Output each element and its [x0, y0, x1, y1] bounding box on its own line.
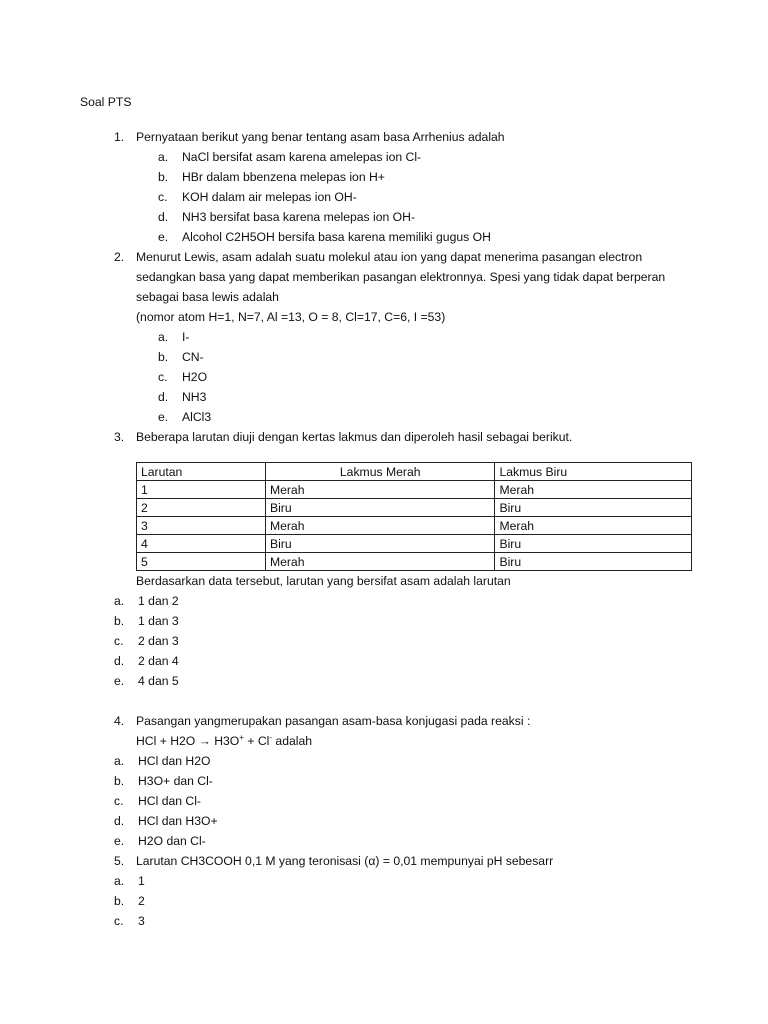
option-letter: b.	[114, 614, 125, 628]
option-text: KOH dalam air melepas ion OH-	[182, 190, 357, 204]
table-cell: Merah	[495, 517, 692, 535]
question-number: 1.	[114, 130, 125, 144]
charge-superscript: -	[269, 732, 273, 742]
option-text: AlCl3	[182, 410, 212, 424]
option-e	[158, 227, 734, 247]
options-list	[158, 147, 734, 247]
option-b	[114, 891, 734, 911]
option-b	[158, 347, 734, 367]
option-text: NaCl bersifat asam karena amelepas ion Cl-	[182, 150, 422, 164]
table-cell: Biru	[265, 535, 495, 553]
reaction-mid: + Cl	[243, 734, 270, 748]
question-text: Beberapa larutan diuji dengan kertas lakmus dan diperoleh hasil sebagai berikut.	[136, 430, 573, 444]
table-row	[137, 535, 692, 553]
table-cell: Biru	[495, 499, 692, 517]
option-d	[114, 651, 734, 671]
question-followup: Berdasarkan data tersebut, larutan yang bersifat asam adalah larutan	[136, 574, 511, 588]
option-text: HCl dan H2O	[138, 754, 211, 768]
option-text: 2	[138, 894, 145, 908]
option-e	[158, 407, 734, 427]
option-letter: c.	[158, 190, 168, 204]
option-letter: d.	[114, 814, 125, 828]
question-5	[114, 851, 734, 871]
question-number: 3.	[114, 430, 125, 444]
option-letter: e.	[114, 674, 125, 688]
table-cell: Biru	[265, 499, 495, 517]
option-text: 1 dan 3	[138, 614, 179, 628]
reaction-equation	[136, 731, 734, 751]
option-letter: d.	[158, 390, 169, 404]
option-letter: a.	[158, 150, 169, 164]
question-text-line: sedangkan basa yang dapat memberikan pasangan elektronnya. Spesi yang tidak dapat berperan	[136, 270, 666, 284]
option-c	[114, 631, 734, 651]
option-a	[114, 871, 734, 891]
option-d	[114, 811, 734, 831]
table-cell: Merah	[495, 481, 692, 499]
option-text: 4 dan 5	[138, 674, 179, 688]
option-letter: b.	[158, 170, 169, 184]
spacer	[114, 691, 734, 711]
option-letter: d.	[158, 210, 169, 224]
table-header-row	[137, 463, 692, 481]
options-list	[114, 591, 734, 691]
option-text: 3	[138, 914, 145, 928]
option-letter: a.	[114, 874, 125, 888]
table-cell: Biru	[495, 535, 692, 553]
options-list	[158, 327, 734, 427]
litmus-table	[136, 462, 692, 571]
question-number: 5.	[114, 854, 125, 868]
option-text: CN-	[182, 350, 204, 364]
question-text-line: sebagai basa lewis adalah	[136, 290, 279, 304]
table-cell: 4	[137, 535, 266, 553]
options-list	[114, 751, 734, 851]
option-b	[114, 771, 734, 791]
option-letter: c.	[114, 794, 124, 808]
option-text: H2O dan Cl-	[138, 834, 206, 848]
question-text: Pasangan yangmerupakan pasangan asam-basa konjugasi pada reaksi :	[136, 714, 531, 728]
option-e	[114, 671, 734, 691]
question-1	[114, 127, 734, 247]
option-letter: b.	[114, 774, 125, 788]
option-text: H2O	[182, 370, 208, 384]
option-text: 2 dan 3	[138, 634, 179, 648]
document-title: Soal PTS	[80, 95, 132, 109]
option-text: H3O+ dan Cl-	[138, 774, 213, 788]
option-a	[114, 591, 734, 611]
option-letter: e.	[114, 834, 125, 848]
charge-superscript: +	[239, 732, 244, 742]
question-list	[114, 127, 734, 931]
question-note: (nomor atom H=1, N=7, Al =13, O = 8, Cl=17, C=6, I =53)	[136, 310, 446, 324]
table-cell: 3	[137, 517, 266, 535]
option-letter: d.	[114, 654, 125, 668]
table-header-cell: Lakmus Merah	[265, 463, 495, 481]
option-letter: e.	[158, 410, 169, 424]
option-text: Alcohol C2H5OH bersifa basa karena memiliki gugus OH	[182, 230, 491, 244]
option-text: HCl dan Cl-	[138, 794, 201, 808]
table-header-cell: Larutan	[137, 463, 266, 481]
option-text: NH3	[182, 390, 207, 404]
question-number: 2.	[114, 250, 125, 264]
question-3	[114, 427, 734, 591]
option-a	[114, 751, 734, 771]
option-text: HCl dan H3O+	[138, 814, 218, 828]
option-a	[158, 327, 734, 347]
option-letter: e.	[158, 230, 169, 244]
table-row	[137, 517, 692, 535]
option-c	[114, 791, 734, 811]
option-text: 1	[138, 874, 145, 888]
table-row	[137, 553, 692, 571]
question-text: Pernyataan berikut yang benar tentang asam basa Arrhenius adalah	[136, 130, 505, 144]
question-text-line: Menurut Lewis, asam adalah suatu molekul atau ion yang dapat menerima pasangan electron	[136, 250, 643, 264]
question-text: Larutan CH3COOH 0,1 M yang teronisasi (α) = 0,01 mempunyai pH sebesarr	[136, 854, 554, 868]
option-letter: a.	[114, 594, 125, 608]
option-d	[158, 207, 734, 227]
reaction-right: adalah	[272, 734, 313, 748]
option-letter: a.	[114, 754, 125, 768]
question-4	[114, 711, 734, 751]
option-text: 2 dan 4	[138, 654, 179, 668]
option-c	[158, 367, 734, 387]
option-letter: b.	[158, 350, 169, 364]
option-letter: b.	[114, 894, 125, 908]
table-cell: 5	[137, 553, 266, 571]
table-row	[137, 499, 692, 517]
reaction-left: HCl + H2O → H3O	[136, 734, 240, 748]
option-text: I-	[182, 330, 190, 344]
table-cell: Merah	[265, 517, 495, 535]
option-b	[158, 167, 734, 187]
option-text: 1 dan 2	[138, 594, 179, 608]
option-letter: c.	[158, 370, 168, 384]
option-c	[114, 911, 734, 931]
option-d	[158, 387, 734, 407]
option-letter: c.	[114, 634, 124, 648]
option-a	[158, 147, 734, 167]
table-header-cell: Lakmus Biru	[495, 463, 692, 481]
option-b	[114, 611, 734, 631]
option-text: HBr dalam bbenzena melepas ion H+	[182, 170, 385, 184]
table-cell: Merah	[265, 553, 495, 571]
option-text: NH3 bersifat basa karena melepas ion OH-	[182, 210, 416, 224]
table-cell: 1	[137, 481, 266, 499]
option-letter: a.	[158, 330, 169, 344]
option-letter: c.	[114, 914, 124, 928]
option-c	[158, 187, 734, 207]
options-list	[114, 871, 734, 931]
question-number: 4.	[114, 714, 125, 728]
table-row	[137, 481, 692, 499]
table-cell: Biru	[495, 553, 692, 571]
question-2	[114, 247, 734, 427]
table-cell: Merah	[265, 481, 495, 499]
option-e	[114, 831, 734, 851]
table-cell: 2	[137, 499, 266, 517]
